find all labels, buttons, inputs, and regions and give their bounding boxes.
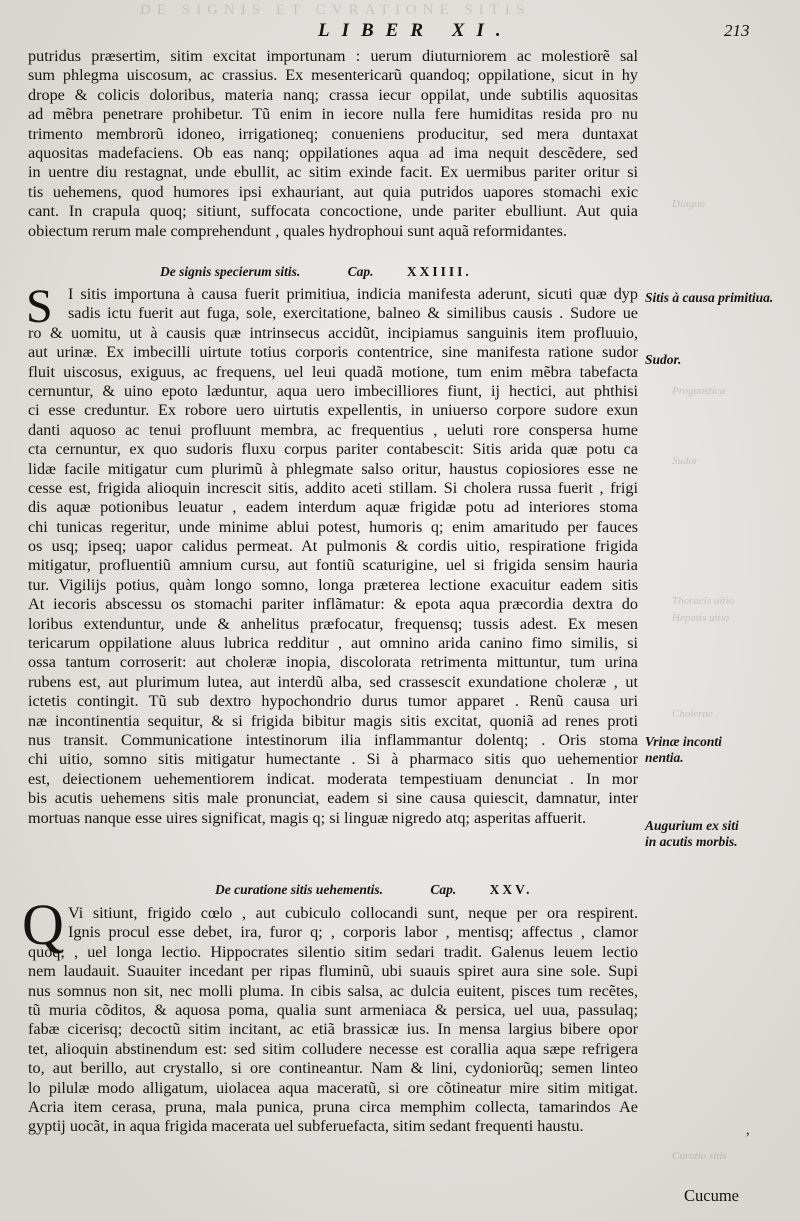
text-line: sadis ictu fuerit aut fuga, sole, exercitatione, balneo & similibus causis . Sudore ue (68, 304, 638, 323)
text-line: mitigatur, profluentiũ amnium cursu, aut fontiũ scaturigine, uel si frigida sensim hauria (28, 556, 638, 575)
faint-note: Thoracis uitio (672, 595, 735, 607)
margin-note-primitiua: Sitis à causa primitiua. (645, 290, 774, 305)
text-line: lo pilulæ modo alligatum, uiolacea aqua maceratũ, si ore cõtineatur mire sitim mitigat. (28, 1078, 638, 1097)
faint-note: Cholerae (672, 708, 713, 720)
chapter-cap-label: Cap. (430, 882, 457, 897)
text-line: ossa tantum corroserit: aut choleræ inopia, discolorata retrimenta mittuntur, tum urina (28, 653, 638, 672)
text-line: tet, alioquin abstinendum est: sed sitim colludere necesse est corallia aqua sæpe refrigera (28, 1039, 638, 1058)
ink-mark: ʼ (745, 1130, 751, 1147)
text-line: fabæ cicerisq; decoctũ sitim incitant, ac etiã brassicæ ius. In mensa largius bibere opor (28, 1020, 638, 1039)
chapter-heading-24 (160, 264, 630, 280)
bleed-through-text: DE SIGNIS ET CVRATIONE SITIS (140, 2, 531, 18)
paragraph-cure (28, 904, 638, 1137)
text-line: gyptij uocãt, in aqua frigida macerata uel subferuefacta, sitim sedant frequenti haustu. (28, 1117, 584, 1136)
text-line: cant. In crapula quoq; sitiunt, suffocata concoctione, unde pariter ebulliunt. Aut quia (28, 202, 638, 221)
faint-note: Curatio sitis (672, 1150, 727, 1162)
text-line: At iecoris abscessu os stomachi pariter inflãmatur: & epota aqua præcordia dextra do (28, 595, 638, 614)
margin-note-augurium: Augurium ex siti in acutis morbis. (645, 818, 739, 849)
text-line: drope & colicis doloribus, materia nanq; crassa iecur oppilat, unde subtilis aquositas (28, 85, 638, 104)
paragraph-signs (26, 280, 638, 828)
text-line: Acria item cerasa, pruna, mala punica, pruna circa memphim collecta, tamarindos Ae (28, 1097, 638, 1116)
text-line: danti aquoso ac tenui profluunt membra, ac frequentius , ueluti rore conspersa hume (28, 420, 638, 439)
page-number: 213 (724, 21, 750, 40)
chapter-number: XXV. (489, 882, 533, 897)
text-line: næ incontinentia sequitur, & si frigida bibitur magis sitis excitat, quoniã ad renes proti (28, 711, 638, 730)
chapter-title: De curatione sitis uehementis. (215, 882, 384, 897)
margin-note-sudor: Sudor. (645, 352, 682, 367)
text-line: loribus extenduntur, unde & anhelitus præfocatur, frequensq; tussis adest. Ex mesen (28, 614, 638, 633)
text-line: I sitis importuna à causa fuerit primitiua, indicia manifesta aderunt, sicuti quæ dyp (68, 285, 638, 303)
text-line: ci esse creduntur. Ex robore uero uirtutis expellentis, in uniuerso corpore sudore exun (28, 401, 638, 420)
text-line: mortuas nanque esse uires significat, magis q; si linguæ nigredo atq; asperitas affuerit. (28, 808, 587, 827)
text-line: aut urinæ. Ex imbecilli uirtute totius corporis contentrice, sine manifesta ratione sudor (28, 343, 638, 362)
text-line: lidæ facile mitigatur cum plurimũ à phlegmate salso oritur, haustus copiosiores esse ne (28, 459, 638, 478)
chapter-title: De signis specierum sitis. (160, 264, 301, 279)
text-line: fluit uiscosus, exiguus, ac frequens, uel leui quadã motione, tum enim mẽbra tabefacta (28, 362, 638, 381)
text-line: nus somnus non sit, nec molli pluma. In cibis salsa, ac dulcia euitent, pisces tum recẽtes, (28, 981, 638, 1000)
drop-initial-q: Q (22, 892, 64, 957)
text-line: chi tunicas regeritur, unde minime ablui potest, humoris q; enim amaritudo per fauces (28, 517, 638, 536)
text-line: ad mẽbra penetrare prohibetur. Tũ enim in iecore nulla fere humiditas resida pro nu (28, 105, 638, 124)
text-line: os usq; ipseq; uapor calidus permeat. At pulmonis & cordis uitio, respiratione frigida (28, 537, 638, 556)
text-line: obiectum rerum male comprehendunt , quales hydrophoui sunt aquã reformidantes. (28, 221, 567, 240)
text-line: bis acutis uehemens sitis male pronunciat, eadem si sine causa quiescit, damnatur, inter (28, 789, 638, 808)
margin-note-urina: Vrinæ inconti nentia. (645, 734, 722, 765)
catchword: Cucume (684, 1186, 739, 1205)
text-line: in uentre diu restagnat, unde ebullit, ac sitim exinde facit. Ex uermibus pariter oritur si (28, 163, 638, 182)
text-line: sum phlegma uiscosum, ac crassius. Ex mesentericarũ quandoq; oppilatione, sicut in hy (28, 66, 638, 85)
text-line: cesse est, frigida alioquin increscit sitis, addito aceti stillam. Si cholera russa fuerit , frigi (28, 478, 638, 497)
text-line: rubens est, aut plurimum lutea, aut interdũ alba, sed crassescit exundatione choleræ , ut (28, 672, 638, 691)
text-line: nem laudauit. Suauiter incedant per ripas fluminũ, ubi suauis spiret aura sine sole. Supi (28, 962, 638, 981)
faint-note: Hepatis uitio (672, 612, 730, 624)
text-line: Ignis procul esse debet, ira, furor q; , corporis labor , mentisq; affectus , clamor (68, 923, 638, 942)
text-line: tur. Vigilijs potius, quàm longo somno, longa præterea lectione exacuitur eadem sitis (28, 575, 638, 594)
text-line: tis uehemens, quod humores ipsi exhauriant, aut quia putridos uapores stomachi exic (28, 182, 638, 201)
faint-note: Sudor (672, 455, 699, 467)
text-line: to, aut berillo, aut crystallo, si ore contineantur. Nam & lini, cydoniorũq; semen linteo (28, 1059, 638, 1078)
running-head: LIBER XI. (318, 20, 513, 41)
text-line: ro & uomitu, ut à causis quæ intrinsecus accidũt, incipiamus sanguinis item profluuio, (28, 323, 638, 342)
faint-note: Diagno (672, 198, 705, 210)
text-line: tũ muria cõditos, & aquosa poma, qualia sunt armeniaca & persica, uel uua, passulaq; (28, 1000, 638, 1019)
text-line: aquositas madefaciens. Ob eas nanq; oppilationes aqua ad ima nequit descẽdere, sed (28, 143, 638, 162)
text-line: chi uitio, somno sitis mitigatur humectante . Si à pharmaco sitis quo uehementior (28, 750, 638, 769)
text-line: cta cernuntur, ex quo sudoris fluxu corpus pariter contabescit: Sitis arida quæ potu ca (28, 440, 638, 459)
text-line: trimento membrorũ idoneo, irrigationeq; conueniens producitur, sed mera duntaxat (28, 124, 638, 143)
paragraph-intro (28, 47, 638, 241)
text-line: Vi sitiunt, frigido cœlo , aut cubiculo collocandi sunt, neque per ora respirent. (68, 904, 638, 922)
chapter-heading-25 (215, 882, 685, 898)
text-line: cernuntur, & uino epoto læduntur, aqua uero imbecilliores fiunt, ij hectici, aut phthisi (28, 381, 638, 400)
text-line: nus transit. Communicatione intestinorum ilia inflammantur dolentq; . Oris stoma (28, 730, 638, 749)
chapter-number: XXIIII. (406, 264, 472, 279)
drop-initial-s: S (26, 280, 53, 333)
text-line: quoq; , uel longa lectio. Hippocrates silentio sitim sedari tradit. Galenus leuem lectio (28, 942, 638, 961)
faint-note: Prognostica (672, 385, 726, 397)
text-line: putridus præsertim, sitim excitat importunam : uerum diuturniorem ac molestiorẽ sal (28, 47, 638, 65)
text-line: dis aquæ potionibus leuatur , eadem interdum aquæ frigidæ potu ad interiores stoma (28, 498, 638, 517)
chapter-cap-label: Cap. (347, 264, 374, 279)
text-line: tericarum oppilatione aluus lubrica redditur , aut omnino arida canino fimo similis, si (28, 634, 638, 653)
text-line: est, deiectionem uehementiorem indicat. moderata tempestiuam denunciat . In mor (28, 769, 638, 788)
text-line: ictetis contingit. Tũ sub dextro hypochondrio durus tumor apparet . Renũ causa uri (28, 692, 638, 711)
